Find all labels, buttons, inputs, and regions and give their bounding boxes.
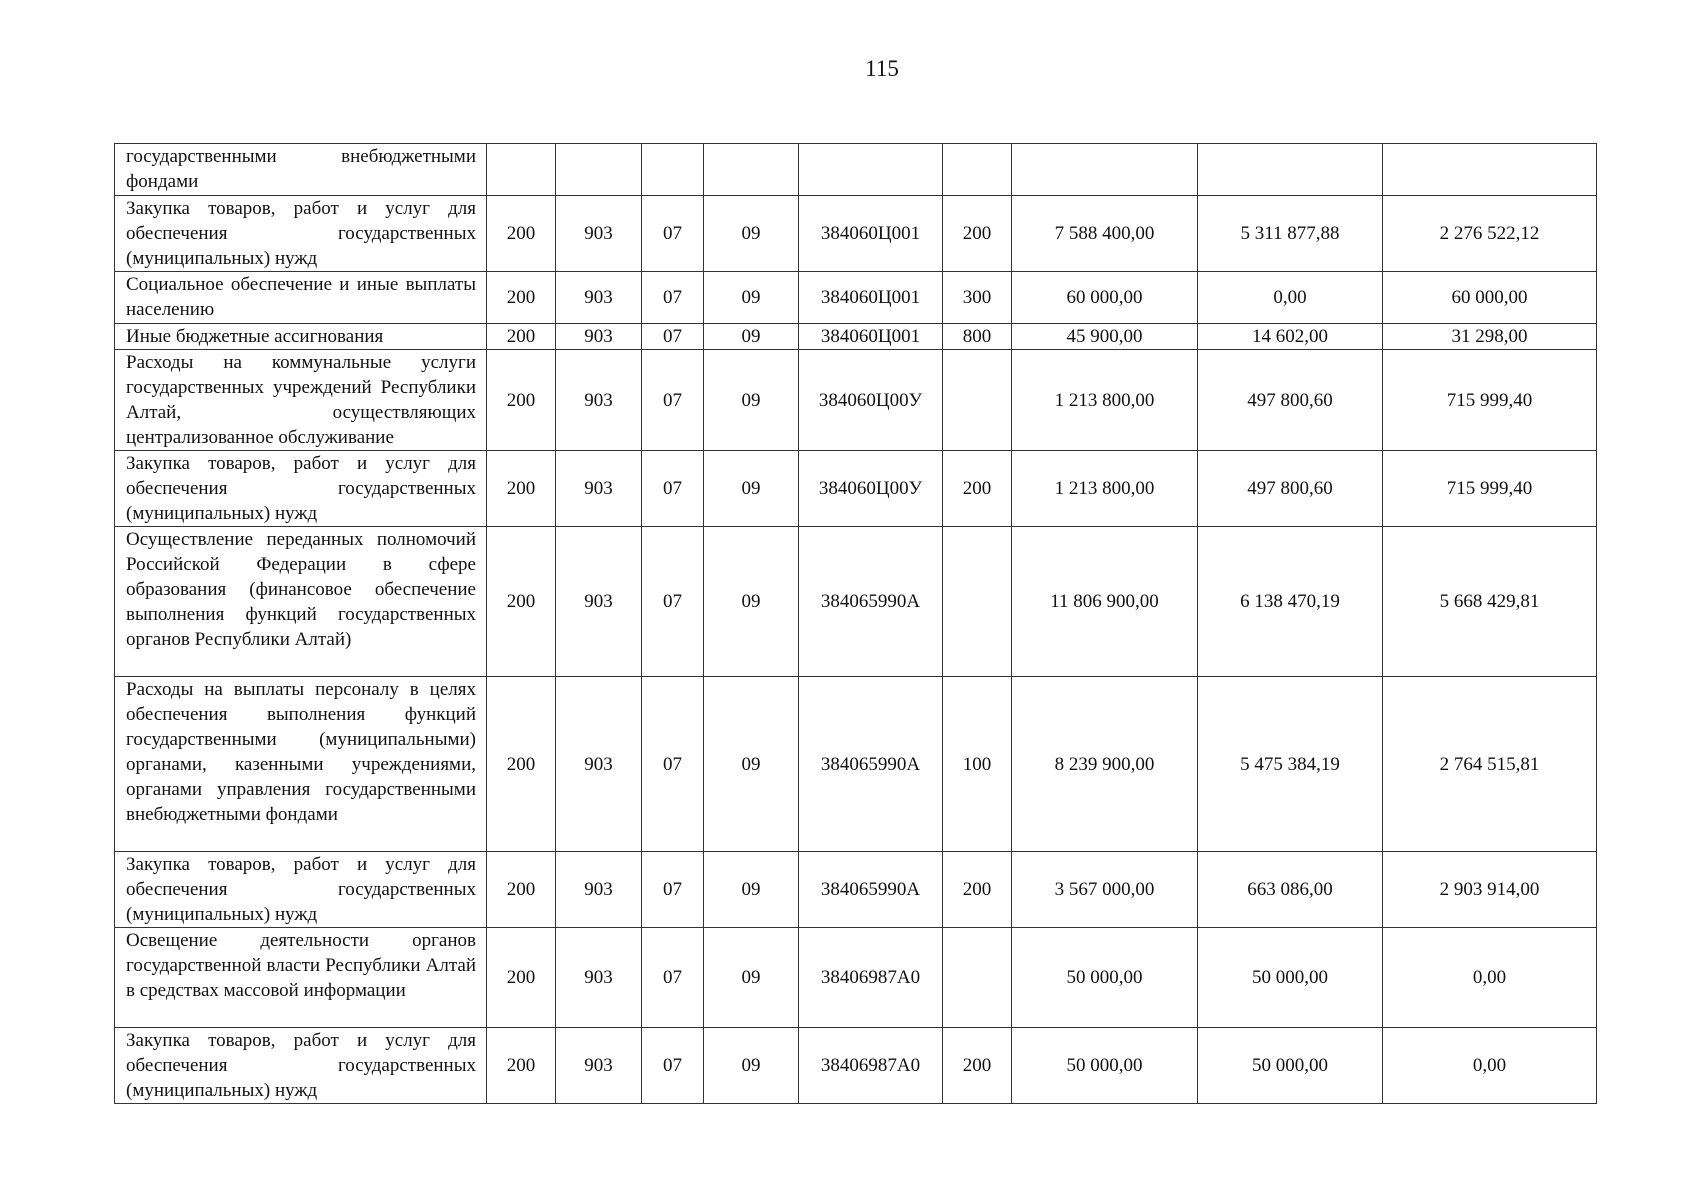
cell-expense-type — [943, 144, 1012, 196]
row-description: Закупка товаров, работ и услуг для обеспечения государственных (муниципальных) нужд — [115, 1028, 487, 1104]
cell-section — [642, 144, 704, 196]
cell-target-article: 384060Ц001 — [799, 196, 943, 272]
cell-ministry: 903 — [556, 350, 642, 451]
cell-ministry: 903 — [556, 928, 642, 1028]
cell-amount-planned: 1 213 800,00 — [1012, 451, 1198, 527]
cell-code: 200 — [487, 928, 556, 1028]
cell-section: 07 — [642, 1028, 704, 1104]
cell-amount-executed: 6 138 470,19 — [1198, 527, 1383, 677]
cell-section: 07 — [642, 451, 704, 527]
row-description: Иные бюджетные ассигнования — [115, 324, 487, 350]
table-row — [115, 144, 1597, 196]
cell-code: 200 — [487, 451, 556, 527]
cell-amount-remaining: 715 999,40 — [1383, 451, 1597, 527]
cell-amount-planned: 3 567 000,00 — [1012, 852, 1198, 928]
cell-subsection: 09 — [704, 272, 799, 324]
cell-amount-remaining: 0,00 — [1383, 928, 1597, 1028]
cell-amount-remaining: 715 999,40 — [1383, 350, 1597, 451]
cell-code: 200 — [487, 852, 556, 928]
cell-section: 07 — [642, 196, 704, 272]
cell-ministry: 903 — [556, 677, 642, 852]
row-description: Осуществление переданных полномочий Российской Федерации в сфере образования (финансовое обеспечение выполнения функций государственных органов Республики Алтай) — [115, 527, 487, 677]
cell-amount-executed: 663 086,00 — [1198, 852, 1383, 928]
cell-expense-type — [943, 928, 1012, 1028]
page-number: 115 — [865, 56, 899, 81]
cell-expense-type: 200 — [943, 1028, 1012, 1104]
cell-amount-remaining: 31 298,00 — [1383, 324, 1597, 350]
cell-amount-executed: 497 800,60 — [1198, 350, 1383, 451]
table-row — [115, 852, 1597, 928]
cell-ministry: 903 — [556, 527, 642, 677]
table-row — [115, 928, 1597, 1028]
cell-target-article: 384065990А — [799, 677, 943, 852]
cell-code: 200 — [487, 527, 556, 677]
cell-code: 200 — [487, 350, 556, 451]
table-row — [115, 1028, 1597, 1104]
cell-section: 07 — [642, 350, 704, 451]
cell-code: 200 — [487, 677, 556, 852]
cell-section: 07 — [642, 272, 704, 324]
cell-ministry: 903 — [556, 451, 642, 527]
cell-amount-planned: 1 213 800,00 — [1012, 350, 1198, 451]
row-description: Расходы на выплаты персоналу в целях обеспечения выполнения функций государственными (муниципальными) органами, казенными учреждениями, органами управления государственными внебюджетными фондами — [115, 677, 487, 852]
row-description: Расходы на коммунальные услуги государственных учреждений Республики Алтай, осуществляющих централизованное обслуживание — [115, 350, 487, 451]
cell-subsection: 09 — [704, 1028, 799, 1104]
cell-amount-remaining: 0,00 — [1383, 1028, 1597, 1104]
cell-amount-remaining: 60 000,00 — [1383, 272, 1597, 324]
cell-ministry: 903 — [556, 196, 642, 272]
cell-target-article: 384060Ц00У — [799, 451, 943, 527]
cell-ministry: 903 — [556, 324, 642, 350]
table-row — [115, 677, 1597, 852]
cell-subsection: 09 — [704, 677, 799, 852]
cell-amount-executed: 5 475 384,19 — [1198, 677, 1383, 852]
cell-ministry — [556, 144, 642, 196]
table-row — [115, 196, 1597, 272]
cell-amount-remaining: 2 276 522,12 — [1383, 196, 1597, 272]
cell-code — [487, 144, 556, 196]
row-description: государственными внебюджетными фондами — [115, 144, 487, 196]
cell-code: 200 — [487, 196, 556, 272]
cell-subsection: 09 — [704, 350, 799, 451]
cell-amount-executed: 5 311 877,88 — [1198, 196, 1383, 272]
row-description: Социальное обеспечение и иные выплаты населению — [115, 272, 487, 324]
cell-section: 07 — [642, 928, 704, 1028]
cell-amount-planned: 8 239 900,00 — [1012, 677, 1198, 852]
cell-section: 07 — [642, 852, 704, 928]
table-row — [115, 324, 1597, 350]
cell-subsection: 09 — [704, 196, 799, 272]
cell-amount-planned: 50 000,00 — [1012, 928, 1198, 1028]
table-row — [115, 272, 1597, 324]
cell-ministry: 903 — [556, 852, 642, 928]
cell-expense-type: 800 — [943, 324, 1012, 350]
budget-table — [114, 143, 1597, 1104]
cell-expense-type: 200 — [943, 196, 1012, 272]
table-row — [115, 451, 1597, 527]
cell-expense-type: 200 — [943, 451, 1012, 527]
cell-subsection: 09 — [704, 928, 799, 1028]
cell-subsection: 09 — [704, 852, 799, 928]
cell-amount-planned: 7 588 400,00 — [1012, 196, 1198, 272]
cell-code: 200 — [487, 1028, 556, 1104]
cell-target-article — [799, 144, 943, 196]
cell-expense-type — [943, 350, 1012, 451]
cell-amount-executed — [1198, 144, 1383, 196]
cell-target-article: 384065990А — [799, 852, 943, 928]
cell-amount-executed: 14 602,00 — [1198, 324, 1383, 350]
row-description: Закупка товаров, работ и услуг для обеспечения государственных (муниципальных) нужд — [115, 852, 487, 928]
cell-subsection: 09 — [704, 527, 799, 677]
table-row — [115, 527, 1597, 677]
cell-amount-remaining: 2 903 914,00 — [1383, 852, 1597, 928]
cell-expense-type — [943, 527, 1012, 677]
table-row — [115, 350, 1597, 451]
cell-section: 07 — [642, 677, 704, 852]
cell-section: 07 — [642, 324, 704, 350]
cell-expense-type: 100 — [943, 677, 1012, 852]
row-description: Закупка товаров, работ и услуг для обеспечения государственных (муниципальных) нужд — [115, 451, 487, 527]
cell-amount-planned — [1012, 144, 1198, 196]
cell-amount-planned: 45 900,00 — [1012, 324, 1198, 350]
cell-expense-type: 200 — [943, 852, 1012, 928]
cell-target-article: 384060Ц001 — [799, 272, 943, 324]
cell-ministry: 903 — [556, 1028, 642, 1104]
cell-amount-planned: 50 000,00 — [1012, 1028, 1198, 1104]
cell-section: 07 — [642, 527, 704, 677]
cell-amount-executed: 50 000,00 — [1198, 1028, 1383, 1104]
cell-target-article: 384065990А — [799, 527, 943, 677]
cell-target-article: 38406987А0 — [799, 1028, 943, 1104]
cell-code: 200 — [487, 272, 556, 324]
cell-amount-remaining: 5 668 429,81 — [1383, 527, 1597, 677]
cell-amount-planned: 60 000,00 — [1012, 272, 1198, 324]
row-description: Освещение деятельности органов государственной власти Республики Алтай в средствах массовой информации — [115, 928, 487, 1028]
cell-amount-executed: 497 800,60 — [1198, 451, 1383, 527]
cell-amount-remaining: 2 764 515,81 — [1383, 677, 1597, 852]
cell-amount-planned: 11 806 900,00 — [1012, 527, 1198, 677]
cell-amount-remaining — [1383, 144, 1597, 196]
cell-subsection — [704, 144, 799, 196]
cell-target-article: 384060Ц001 — [799, 324, 943, 350]
cell-amount-executed: 50 000,00 — [1198, 928, 1383, 1028]
row-description: Закупка товаров, работ и услуг для обеспечения государственных (муниципальных) нужд — [115, 196, 487, 272]
cell-target-article: 384060Ц00У — [799, 350, 943, 451]
cell-code: 200 — [487, 324, 556, 350]
cell-subsection: 09 — [704, 324, 799, 350]
cell-ministry: 903 — [556, 272, 642, 324]
cell-target-article: 38406987А0 — [799, 928, 943, 1028]
cell-amount-executed: 0,00 — [1198, 272, 1383, 324]
cell-subsection: 09 — [704, 451, 799, 527]
cell-expense-type: 300 — [943, 272, 1012, 324]
